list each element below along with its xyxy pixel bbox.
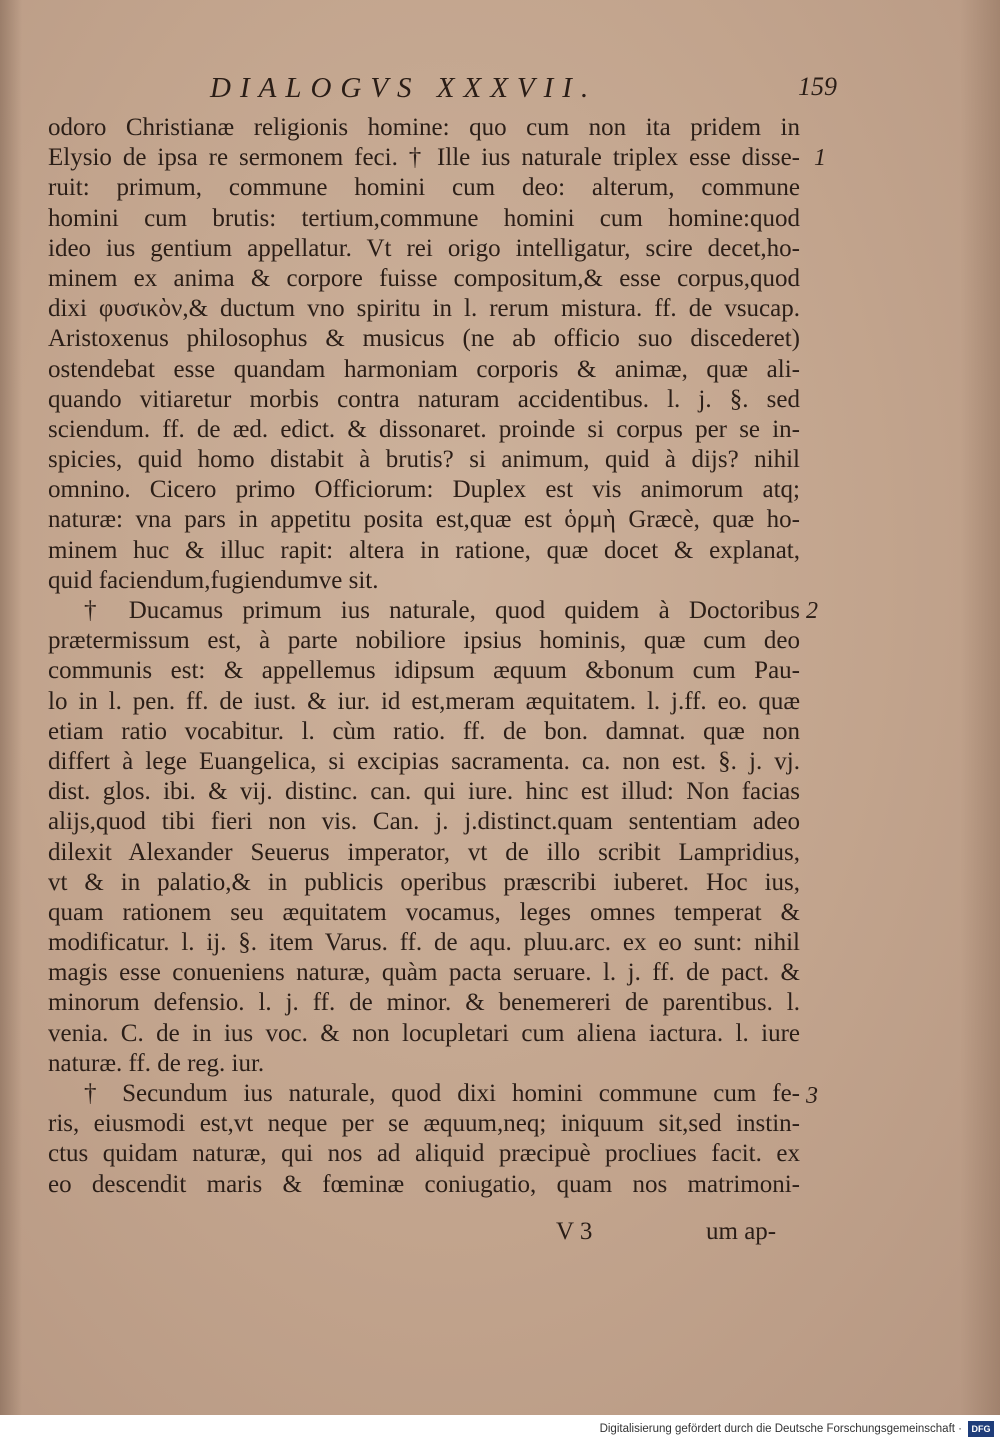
text-line: spicies, quid homo distabit à brutis? si animum, quid à dijs? nihil bbox=[48, 446, 800, 474]
text-line: vt & in palatio,& in publicis operibus præscribi iuberet. Hoc ius, bbox=[48, 868, 800, 896]
page-gutter-shadow bbox=[0, 0, 22, 1415]
text-line: quando vitiaretur morbis contra naturam accidentibus. l. j. §. sed bbox=[48, 385, 800, 413]
text-line: naturæ. ff. de reg. iur. bbox=[48, 1049, 265, 1077]
text-line: prætermissum est, à parte nobiliore ipsius hominis, quæ cum deo bbox=[48, 627, 800, 655]
text-line: differt à lege Euangelica, si excipias sacramenta. ca. non est. §. j. vj. bbox=[48, 747, 800, 775]
text-line: Elysio de ipsa re sermonem feci. † Ille ius naturale triplex esse disse- bbox=[48, 144, 800, 172]
text-line: dixi φυσικὸν,& ductum vno spiritu in l. rerum mistura. ff. de vsucap. bbox=[48, 295, 800, 323]
page-edge-shadow bbox=[960, 0, 1000, 1415]
text-line: eo descendit maris & fœminæ coniugatio, quam nos matrimoni- bbox=[48, 1170, 800, 1198]
text-line: minem ex anima & corpore fuisse compositum,& esse corpus,quod bbox=[48, 264, 800, 292]
text-line: naturæ: vna pars in appetitu posita est,quæ est ὁρμὴ Græcè, quæ ho- bbox=[48, 506, 800, 534]
text-line: quam rationem seu æquitatem vocamus, leges omnes temperat & bbox=[48, 898, 800, 926]
text-line: dilexit Alexander Seuerus imperator, vt de illo scribit Lampridius, bbox=[48, 838, 800, 866]
text-line: magis esse conueniens naturæ, quàm pacta seruare. l. j. ff. de pact. & bbox=[48, 959, 800, 987]
text-line: odoro Christianæ religionis homine: quo cum non ita pridem in bbox=[48, 114, 800, 141]
text-line: dist. glos. ibi. & vij. distinc. can. qui iure. hinc est illud: Non facias bbox=[48, 778, 800, 806]
text-line: sciendum. ff. de æd. edict. & dissonaret. proinde si corpus per se in- bbox=[48, 415, 800, 443]
text-line: venia. C. de in ius voc. & non locupletari cum aliena iactura. l. iure bbox=[48, 1019, 800, 1047]
text-line: Aristoxenus philosophus & musicus (ne ab officio suo discederet) bbox=[48, 325, 800, 353]
signature-mark: V 3 bbox=[556, 1218, 593, 1245]
text-line: ris, eiusmodi est,vt neque per se æquum,neq; iniquum sit,sed instin- bbox=[48, 1110, 800, 1138]
text-line: minem huc & illuc rapit: altera in ratione, quæ docet & explanat, bbox=[48, 536, 800, 564]
margin-number-1: 1 bbox=[814, 145, 826, 171]
text-line: homini cum brutis: tertium,commune homini cum homine:quod bbox=[48, 204, 800, 232]
text-line: minorum defensio. l. j. ff. de minor. & benemereri de parentibus. l. bbox=[48, 989, 800, 1017]
text-line: † Secundum ius naturale, quod dixi homini commune cum fe- bbox=[84, 1080, 800, 1107]
text-line: modificatur. l. ij. §. item Varus. ff. de aqu. pluu.arc. ex eo sunt: nihil bbox=[48, 929, 800, 957]
text-line: quid faciendum,fugiendumve sit. bbox=[48, 566, 379, 594]
text-line: communis est: & appellemus idipsum æquum &bonum cum Pau- bbox=[48, 657, 800, 685]
page-number: 159 bbox=[798, 72, 837, 101]
text-line: ctus quidam naturæ, qui nos ad aliquid præcipuè procliues facit. ex bbox=[48, 1140, 800, 1168]
text-line: ostendebat esse quandam harmoniam corporis & animæ, quæ ali- bbox=[48, 355, 800, 383]
text-line: omnino. Cicero primo Officiorum: Duplex est vis animorum atq; bbox=[48, 476, 800, 504]
text-line: alijs,quod tibi fieri non vis. Can. j. j.distinct.quam sententiam adeo bbox=[48, 808, 800, 836]
digitization-credit: Digitalisierung gefördert durch die Deutsche Forschungsgemeinschaft · bbox=[599, 1423, 962, 1435]
margin-number-3: 3 bbox=[806, 1083, 818, 1109]
text-line: ruit: primum, commune homini cum deo: alterum, commune bbox=[48, 174, 800, 202]
running-title: DIALOGVS XXXVII. bbox=[210, 72, 598, 104]
catchword: um ap- bbox=[706, 1218, 777, 1245]
dfg-logo: DFG bbox=[968, 1421, 994, 1437]
text-line: ideo ius gentium appellatur. Vt rei origo intelligatur, scire decet,ho- bbox=[48, 234, 800, 262]
text-line: † Ducamus primum ius naturale, quod quidem à Doctoribus bbox=[84, 597, 800, 624]
text-line: etiam ratio vocabitur. l. cùm ratio. ff. de bon. damnat. quæ non bbox=[48, 717, 800, 745]
margin-number-2: 2 bbox=[806, 598, 818, 624]
main-text-block bbox=[48, 113, 800, 1200]
text-line: lo in l. pen. ff. de iust. & iur. id est,meram æquitatem. l. j.ff. eo. quæ bbox=[48, 687, 800, 715]
